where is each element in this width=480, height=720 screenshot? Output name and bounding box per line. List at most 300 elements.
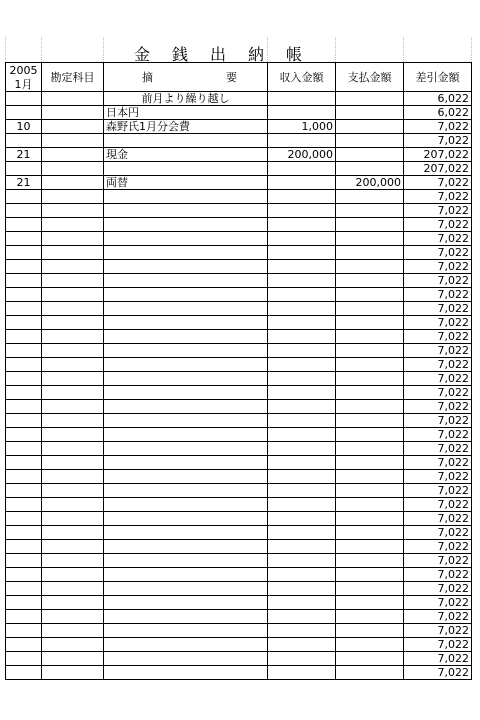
payment-cell[interactable]	[336, 400, 404, 414]
summary-cell[interactable]	[104, 554, 268, 568]
account-cell[interactable]	[42, 568, 104, 582]
summary-cell[interactable]	[104, 372, 268, 386]
summary-cell[interactable]	[104, 134, 268, 148]
income-cell[interactable]	[268, 442, 336, 456]
income-cell[interactable]	[268, 568, 336, 582]
income-cell[interactable]	[268, 386, 336, 400]
summary-cell[interactable]	[104, 610, 268, 624]
empty-ledger-row	[6, 540, 472, 554]
balance-cell[interactable]: 7,022	[404, 470, 472, 484]
balance-cell[interactable]: 6,022	[404, 92, 472, 106]
account-cell[interactable]	[42, 344, 104, 358]
day-cell[interactable]	[6, 260, 42, 274]
balance-cell[interactable]: 7,022	[404, 554, 472, 568]
income-cell[interactable]: 200,000	[268, 148, 336, 162]
payment-cell[interactable]: 200,000	[336, 176, 404, 190]
summary-cell[interactable]	[104, 428, 268, 442]
account-cell[interactable]	[42, 190, 104, 204]
day-cell[interactable]	[6, 456, 42, 470]
balance-cell[interactable]: 6,022	[404, 106, 472, 120]
day-cell[interactable]	[6, 442, 42, 456]
payment-cell[interactable]	[336, 428, 404, 442]
payment-cell[interactable]	[336, 190, 404, 204]
account-cell[interactable]	[42, 442, 104, 456]
income-cell[interactable]	[268, 372, 336, 386]
balance-cell[interactable]: 7,022	[404, 512, 472, 526]
payment-cell[interactable]	[336, 386, 404, 400]
payment-cell[interactable]	[336, 372, 404, 386]
balance-cell[interactable]: 7,022	[404, 120, 472, 134]
payment-cell[interactable]	[336, 330, 404, 344]
payment-cell[interactable]	[336, 442, 404, 456]
balance-cell[interactable]: 7,022	[404, 540, 472, 554]
income-cell[interactable]	[268, 246, 336, 260]
account-cell[interactable]	[42, 176, 104, 190]
empty-ledger-row	[6, 652, 472, 666]
day-cell[interactable]	[6, 92, 42, 106]
empty-ledger-row	[6, 344, 472, 358]
day-cell[interactable]	[6, 624, 42, 638]
day-cell[interactable]	[6, 428, 42, 442]
empty-ledger-row	[6, 610, 472, 624]
summary-cell[interactable]	[104, 190, 268, 204]
balance-cell[interactable]: 7,022	[404, 484, 472, 498]
payment-cell[interactable]	[336, 526, 404, 540]
account-cell[interactable]	[42, 204, 104, 218]
day-cell[interactable]	[6, 386, 42, 400]
empty-ledger-row	[6, 666, 472, 680]
summary-cell[interactable]	[104, 400, 268, 414]
account-cell[interactable]	[42, 554, 104, 568]
balance-cell[interactable]: 7,022	[404, 260, 472, 274]
income-cell[interactable]	[268, 316, 336, 330]
balance-cell[interactable]: 7,022	[404, 582, 472, 596]
account-cell[interactable]	[42, 330, 104, 344]
summary-cell[interactable]	[104, 386, 268, 400]
account-cell[interactable]	[42, 134, 104, 148]
payment-cell[interactable]	[336, 582, 404, 596]
day-cell[interactable]	[6, 596, 42, 610]
balance-cell[interactable]: 7,022	[404, 568, 472, 582]
account-cell[interactable]	[42, 400, 104, 414]
account-cell[interactable]	[42, 456, 104, 470]
account-cell[interactable]	[42, 484, 104, 498]
day-cell[interactable]	[6, 666, 42, 680]
day-cell[interactable]	[6, 512, 42, 526]
day-cell[interactable]	[6, 316, 42, 330]
day-cell[interactable]	[6, 204, 42, 218]
payment-cell[interactable]	[336, 232, 404, 246]
balance-cell[interactable]: 7,022	[404, 218, 472, 232]
income-cell[interactable]	[268, 414, 336, 428]
day-cell[interactable]	[6, 358, 42, 372]
summary-cell[interactable]	[104, 498, 268, 512]
summary-header-left: 摘	[142, 70, 153, 84]
day-cell[interactable]	[6, 400, 42, 414]
summary-cell[interactable]	[104, 302, 268, 316]
balance-cell[interactable]: 7,022	[404, 190, 472, 204]
empty-ledger-row	[6, 246, 472, 260]
empty-ledger-row	[6, 414, 472, 428]
summary-cell[interactable]	[104, 414, 268, 428]
day-cell[interactable]	[6, 554, 42, 568]
income-cell[interactable]	[268, 484, 336, 498]
payment-cell[interactable]	[336, 666, 404, 680]
income-cell[interactable]	[268, 358, 336, 372]
summary-cell[interactable]	[104, 624, 268, 638]
income-cell[interactable]	[268, 106, 336, 120]
payment-cell[interactable]	[336, 316, 404, 330]
balance-cell[interactable]: 7,022	[404, 624, 472, 638]
empty-ledger-row	[6, 428, 472, 442]
summary-cell[interactable]: 森野氏1月分会費	[104, 120, 268, 134]
summary-cell[interactable]	[104, 442, 268, 456]
summary-cell[interactable]	[104, 204, 268, 218]
payment-cell[interactable]	[336, 218, 404, 232]
balance-cell[interactable]: 7,022	[404, 232, 472, 246]
payment-cell[interactable]	[336, 596, 404, 610]
summary-cell[interactable]	[104, 358, 268, 372]
day-cell[interactable]: 21	[6, 148, 42, 162]
income-cell[interactable]	[268, 190, 336, 204]
income-cell[interactable]	[268, 204, 336, 218]
day-cell[interactable]	[6, 540, 42, 554]
empty-ledger-row	[6, 400, 472, 414]
income-cell[interactable]	[268, 232, 336, 246]
empty-ledger-row	[6, 190, 472, 204]
payment-cell[interactable]	[336, 302, 404, 316]
payment-cell[interactable]	[336, 120, 404, 134]
balance-cell[interactable]: 7,022	[404, 372, 472, 386]
ledger-row	[6, 92, 472, 106]
payment-cell[interactable]	[336, 204, 404, 218]
payment-cell[interactable]	[336, 162, 404, 176]
day-cell[interactable]	[6, 274, 42, 288]
summary-cell[interactable]	[104, 484, 268, 498]
income-header[interactable]: 収入金額	[268, 63, 336, 92]
day-cell[interactable]	[6, 134, 42, 148]
balance-cell[interactable]: 7,022	[404, 456, 472, 470]
summary-cell[interactable]	[104, 652, 268, 666]
account-cell[interactable]	[42, 652, 104, 666]
balance-cell[interactable]: 7,022	[404, 526, 472, 540]
income-cell[interactable]	[268, 554, 336, 568]
day-cell[interactable]	[6, 330, 42, 344]
income-cell[interactable]	[268, 652, 336, 666]
day-cell[interactable]	[6, 372, 42, 386]
payment-cell[interactable]	[336, 288, 404, 302]
account-cell[interactable]	[42, 540, 104, 554]
day-cell[interactable]: 10	[6, 120, 42, 134]
summary-cell[interactable]	[104, 582, 268, 596]
balance-cell[interactable]: 7,022	[404, 358, 472, 372]
account-cell[interactable]	[42, 218, 104, 232]
day-cell[interactable]	[6, 218, 42, 232]
income-cell[interactable]	[268, 638, 336, 652]
payment-cell[interactable]	[336, 134, 404, 148]
balance-cell[interactable]: 207,022	[404, 148, 472, 162]
account-cell[interactable]	[42, 428, 104, 442]
empty-ledger-row	[6, 330, 472, 344]
day-cell[interactable]	[6, 162, 42, 176]
summary-cell[interactable]	[104, 638, 268, 652]
ledger-row	[6, 134, 472, 148]
summary-cell[interactable]: 日本円	[104, 106, 268, 120]
payment-cell[interactable]	[336, 246, 404, 260]
empty-ledger-row	[6, 274, 472, 288]
balance-cell[interactable]: 7,022	[404, 400, 472, 414]
payment-cell[interactable]	[336, 540, 404, 554]
account-cell[interactable]	[42, 386, 104, 400]
account-cell[interactable]	[42, 106, 104, 120]
balance-cell[interactable]: 207,022	[404, 162, 472, 176]
empty-ledger-row	[6, 372, 472, 386]
income-cell[interactable]	[268, 400, 336, 414]
payment-cell[interactable]	[336, 568, 404, 582]
payment-cell[interactable]	[336, 106, 404, 120]
payment-cell[interactable]	[336, 456, 404, 470]
account-cell[interactable]	[42, 162, 104, 176]
income-cell[interactable]	[268, 498, 336, 512]
income-cell[interactable]	[268, 666, 336, 680]
balance-cell[interactable]: 7,022	[404, 330, 472, 344]
day-cell[interactable]	[6, 652, 42, 666]
empty-ledger-row	[6, 568, 472, 582]
account-cell[interactable]	[42, 372, 104, 386]
account-cell[interactable]	[42, 666, 104, 680]
empty-ledger-row	[6, 470, 472, 484]
balance-cell[interactable]: 7,022	[404, 386, 472, 400]
account-cell[interactable]	[42, 498, 104, 512]
summary-cell[interactable]	[104, 246, 268, 260]
empty-ledger-row	[6, 302, 472, 316]
day-cell[interactable]	[6, 190, 42, 204]
payment-header[interactable]: 支払金額	[336, 63, 404, 92]
account-cell[interactable]	[42, 624, 104, 638]
day-cell[interactable]	[6, 568, 42, 582]
account-cell[interactable]	[42, 638, 104, 652]
balance-cell[interactable]: 7,022	[404, 316, 472, 330]
account-cell[interactable]	[42, 358, 104, 372]
balance-cell[interactable]: 7,022	[404, 442, 472, 456]
balance-cell[interactable]: 7,022	[404, 204, 472, 218]
summary-cell[interactable]	[104, 512, 268, 526]
account-cell[interactable]	[42, 302, 104, 316]
empty-ledger-row	[6, 260, 472, 274]
account-cell[interactable]	[42, 526, 104, 540]
account-cell[interactable]	[42, 120, 104, 134]
account-cell[interactable]	[42, 246, 104, 260]
summary-cell[interactable]	[104, 232, 268, 246]
summary-cell[interactable]	[104, 162, 268, 176]
balance-cell[interactable]: 7,022	[404, 638, 472, 652]
empty-ledger-row	[6, 218, 472, 232]
empty-ledger-row	[6, 638, 472, 652]
day-cell[interactable]	[6, 526, 42, 540]
income-cell[interactable]	[268, 274, 336, 288]
summary-cell[interactable]: 両替	[104, 176, 268, 190]
account-cell[interactable]	[42, 232, 104, 246]
summary-cell[interactable]	[104, 330, 268, 344]
payment-cell[interactable]	[336, 610, 404, 624]
payment-cell[interactable]	[336, 638, 404, 652]
balance-cell[interactable]: 7,022	[404, 344, 472, 358]
payment-cell[interactable]	[336, 92, 404, 106]
income-cell[interactable]	[268, 162, 336, 176]
income-cell[interactable]	[268, 512, 336, 526]
balance-cell[interactable]: 7,022	[404, 274, 472, 288]
income-cell[interactable]	[268, 302, 336, 316]
account-cell[interactable]	[42, 288, 104, 302]
income-cell[interactable]	[268, 582, 336, 596]
income-cell[interactable]: 1,000	[268, 120, 336, 134]
day-cell[interactable]	[6, 582, 42, 596]
payment-cell[interactable]	[336, 358, 404, 372]
balance-cell[interactable]: 7,022	[404, 302, 472, 316]
balance-header[interactable]: 差引金額	[404, 63, 472, 92]
cash-ledger-table	[5, 62, 472, 680]
payment-cell[interactable]	[336, 414, 404, 428]
balance-cell[interactable]: 7,022	[404, 288, 472, 302]
month-cell[interactable]: 1月	[6, 77, 42, 92]
day-cell[interactable]	[6, 246, 42, 260]
income-cell[interactable]	[268, 330, 336, 344]
title-char: 帳	[286, 45, 305, 64]
summary-cell[interactable]	[104, 344, 268, 358]
summary-cell[interactable]	[104, 526, 268, 540]
day-cell[interactable]: 21	[6, 176, 42, 190]
day-cell[interactable]	[6, 302, 42, 316]
payment-cell[interactable]	[336, 554, 404, 568]
empty-ledger-row	[6, 386, 472, 400]
summary-cell[interactable]	[104, 218, 268, 232]
payment-cell[interactable]	[336, 498, 404, 512]
payment-cell[interactable]	[336, 470, 404, 484]
income-cell[interactable]	[268, 526, 336, 540]
summary-cell[interactable]	[104, 470, 268, 484]
balance-cell[interactable]: 7,022	[404, 246, 472, 260]
empty-ledger-row	[6, 232, 472, 246]
income-cell[interactable]	[268, 470, 336, 484]
ledger-row	[6, 120, 472, 134]
empty-ledger-row	[6, 526, 472, 540]
day-cell[interactable]	[6, 484, 42, 498]
summary-cell[interactable]	[104, 666, 268, 680]
empty-ledger-row	[6, 456, 472, 470]
account-cell[interactable]	[42, 596, 104, 610]
income-cell[interactable]	[268, 134, 336, 148]
day-cell[interactable]	[6, 344, 42, 358]
summary-cell[interactable]	[104, 288, 268, 302]
account-cell[interactable]	[42, 582, 104, 596]
summary-cell[interactable]: 現金	[104, 148, 268, 162]
account-cell[interactable]	[42, 414, 104, 428]
payment-cell[interactable]	[336, 274, 404, 288]
ledger-row	[6, 148, 472, 162]
account-cell[interactable]	[42, 610, 104, 624]
payment-cell[interactable]	[336, 512, 404, 526]
payment-cell[interactable]	[336, 148, 404, 162]
summary-cell[interactable]	[104, 456, 268, 470]
income-cell[interactable]	[268, 428, 336, 442]
income-cell[interactable]	[268, 596, 336, 610]
summary-cell[interactable]	[104, 316, 268, 330]
day-cell[interactable]	[6, 414, 42, 428]
balance-cell[interactable]: 7,022	[404, 428, 472, 442]
title-char: 銭	[171, 45, 190, 64]
income-cell[interactable]	[268, 344, 336, 358]
summary-cell[interactable]: 前月より繰り越し	[104, 92, 268, 106]
summary-header[interactable]	[104, 63, 268, 92]
balance-cell[interactable]: 7,022	[404, 414, 472, 428]
day-cell[interactable]	[6, 288, 42, 302]
account-cell[interactable]	[42, 148, 104, 162]
summary-cell[interactable]	[104, 274, 268, 288]
income-cell[interactable]	[268, 456, 336, 470]
balance-cell[interactable]: 7,022	[404, 596, 472, 610]
account-cell[interactable]	[42, 512, 104, 526]
payment-cell[interactable]	[336, 652, 404, 666]
payment-cell[interactable]	[336, 484, 404, 498]
account-cell[interactable]	[42, 470, 104, 484]
income-cell[interactable]	[268, 540, 336, 554]
balance-cell[interactable]: 7,022	[404, 610, 472, 624]
ledger-row	[6, 176, 472, 190]
balance-cell[interactable]: 7,022	[404, 134, 472, 148]
balance-cell[interactable]: 7,022	[404, 498, 472, 512]
empty-ledger-row	[6, 596, 472, 610]
day-cell[interactable]	[6, 498, 42, 512]
ledger-row	[6, 162, 472, 176]
title-char: 金	[133, 45, 152, 64]
summary-cell[interactable]	[104, 540, 268, 554]
payment-cell[interactable]	[336, 260, 404, 274]
empty-ledger-row	[6, 624, 472, 638]
income-cell[interactable]	[268, 288, 336, 302]
account-cell[interactable]	[42, 260, 104, 274]
income-cell[interactable]	[268, 92, 336, 106]
day-cell[interactable]	[6, 610, 42, 624]
balance-cell[interactable]: 7,022	[404, 652, 472, 666]
income-cell[interactable]	[268, 624, 336, 638]
income-cell[interactable]	[268, 176, 336, 190]
income-cell[interactable]	[268, 260, 336, 274]
day-cell[interactable]	[6, 106, 42, 120]
year-cell[interactable]: 2005	[6, 63, 42, 78]
summary-cell[interactable]	[104, 596, 268, 610]
account-cell[interactable]	[42, 274, 104, 288]
payment-cell[interactable]	[336, 344, 404, 358]
account-cell[interactable]	[42, 316, 104, 330]
summary-cell[interactable]	[104, 260, 268, 274]
empty-ledger-row	[6, 582, 472, 596]
summary-cell[interactable]	[104, 568, 268, 582]
day-cell[interactable]	[6, 638, 42, 652]
day-cell[interactable]	[6, 470, 42, 484]
account-header[interactable]: 勘定科目	[42, 63, 104, 92]
balance-cell[interactable]: 7,022	[404, 666, 472, 680]
balance-cell[interactable]: 7,022	[404, 176, 472, 190]
income-cell[interactable]	[268, 610, 336, 624]
payment-cell[interactable]	[336, 624, 404, 638]
income-cell[interactable]	[268, 218, 336, 232]
account-cell[interactable]	[42, 92, 104, 106]
empty-ledger-row	[6, 442, 472, 456]
empty-ledger-row	[6, 204, 472, 218]
ledger-row	[6, 106, 472, 120]
summary-header-right: 要	[226, 70, 237, 84]
day-cell[interactable]	[6, 232, 42, 246]
